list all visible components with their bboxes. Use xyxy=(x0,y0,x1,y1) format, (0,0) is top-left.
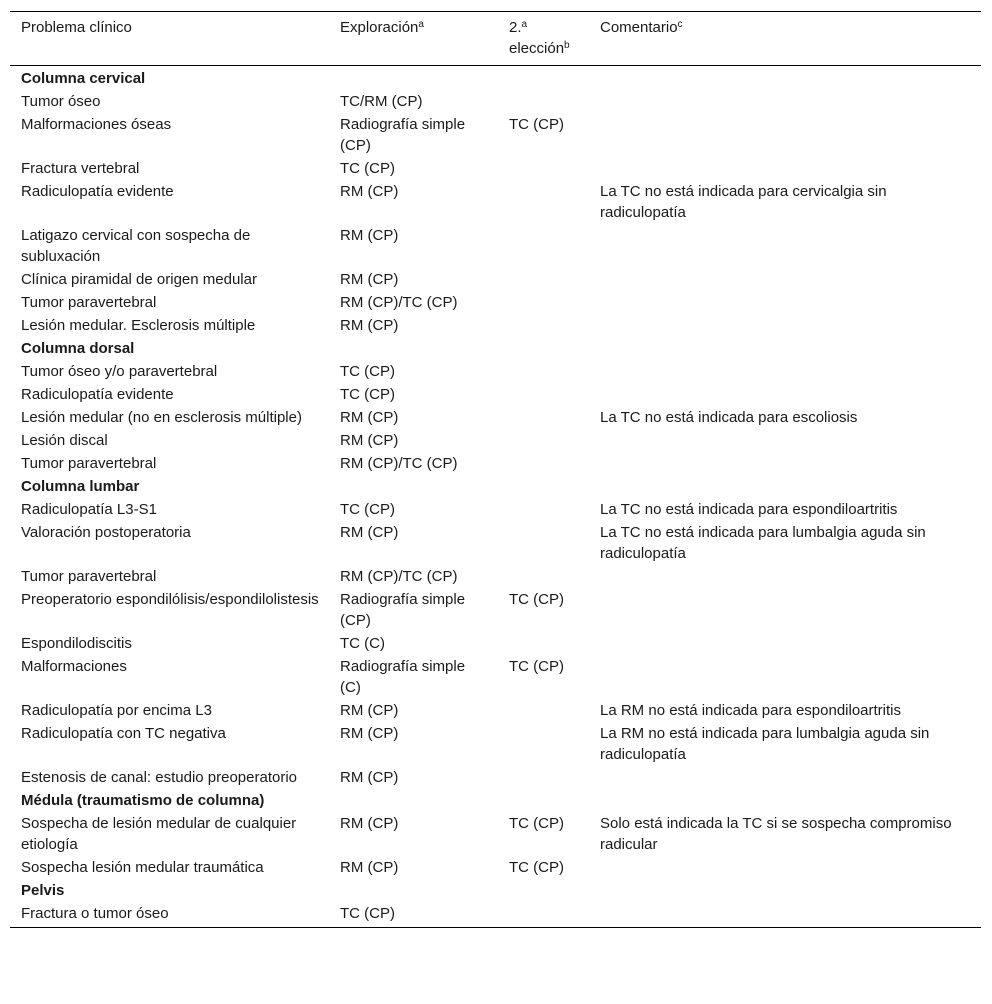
exam-cell: TC (CP) xyxy=(340,905,395,922)
comment-cell: La TC no está indicada para escoliosis xyxy=(600,409,858,426)
second-choice-cell xyxy=(498,90,589,113)
problem-cell: Estenosis de canal: estudio preoperatorio xyxy=(21,769,298,786)
table-row xyxy=(10,360,981,383)
problem-cell: Malformaciones xyxy=(21,658,127,675)
problem-cell: Clínica piramidal de origen medular xyxy=(21,271,257,288)
second-choice-cell xyxy=(498,268,589,291)
exam-cell: Radiografía simple (C) xyxy=(340,658,466,696)
imaging-indications-table xyxy=(10,11,981,928)
table-row xyxy=(10,113,981,157)
problem-cell: Tumor óseo xyxy=(21,93,101,110)
second-choice-cell xyxy=(498,157,589,180)
problem-cell: Radiculopatía con TC negativa xyxy=(21,725,226,742)
table-row xyxy=(10,722,981,766)
problem-cell: Tumor óseo y/o paravertebral xyxy=(21,363,218,380)
comment-cell xyxy=(589,588,981,632)
exam-cell: TC (CP) xyxy=(340,363,395,380)
problem-cell: Radiculopatía por encima L3 xyxy=(21,702,212,719)
problem-cell: Radiculopatía evidente xyxy=(21,386,174,403)
comment-cell xyxy=(589,268,981,291)
section-row xyxy=(10,475,981,498)
problem-cell: Radiculopatía evidente xyxy=(21,183,174,200)
table-row xyxy=(10,90,981,113)
comment-cell xyxy=(589,429,981,452)
comment-cell xyxy=(589,314,981,337)
exam-cell: Radiografía simple (CP) xyxy=(340,591,466,629)
exam-cell: RM (CP) xyxy=(340,183,399,200)
exam-cell: RM (CP) xyxy=(340,702,399,719)
table-row xyxy=(10,498,981,521)
exam-cell: TC (CP) xyxy=(340,386,395,403)
second-choice-cell xyxy=(498,766,589,789)
section-title: Columna lumbar xyxy=(21,478,140,495)
comment-cell xyxy=(589,902,981,928)
problem-cell: Valoración postoperatoria xyxy=(21,524,191,541)
second-choice-cell xyxy=(498,452,589,475)
exam-cell: TC (CP) xyxy=(340,160,395,177)
problem-cell: Fractura o tumor óseo xyxy=(21,905,169,922)
comment-cell xyxy=(589,157,981,180)
exam-cell: RM (CP)/TC (CP) xyxy=(340,568,458,585)
exam-cell: TC/RM (CP) xyxy=(340,93,423,110)
exam-cell: RM (CP) xyxy=(340,769,399,786)
table-row xyxy=(10,588,981,632)
table-row xyxy=(10,291,981,314)
second-choice-cell: TC (CP) xyxy=(509,658,564,675)
problem-cell: Tumor paravertebral xyxy=(21,294,157,311)
comment-cell: Solo está indicada la TC si se sospecha compromiso radicular xyxy=(600,815,952,853)
second-choice-cell xyxy=(498,360,589,383)
section-row xyxy=(10,337,981,360)
table-row xyxy=(10,812,981,856)
second-choice-cell xyxy=(498,429,589,452)
table-row xyxy=(10,565,981,588)
exam-cell: RM (CP)/TC (CP) xyxy=(340,294,458,311)
section-title: Columna dorsal xyxy=(21,340,135,357)
second-choice-cell: TC (CP) xyxy=(509,859,564,876)
header-comment: Comentario$^c$ xyxy=(600,19,683,36)
comment-cell xyxy=(589,655,981,699)
second-choice-cell xyxy=(498,406,589,429)
table-row xyxy=(10,521,981,565)
section-title: Pelvis xyxy=(21,882,65,899)
problem-cell: Lesión medular (no en esclerosis múltiple) xyxy=(21,409,302,426)
comment-cell xyxy=(589,113,981,157)
exam-cell: RM (CP) xyxy=(340,725,399,742)
table-row xyxy=(10,766,981,789)
exam-cell: RM (CP)/TC (CP) xyxy=(340,455,458,472)
comment-cell: La TC no está indicada para lumbalgia aguda sin radiculopatía xyxy=(600,524,926,562)
table-header-row xyxy=(10,12,981,66)
second-choice-cell xyxy=(498,902,589,928)
comment-cell xyxy=(589,224,981,268)
exam-cell: RM (CP) xyxy=(340,524,399,541)
problem-cell: Tumor paravertebral xyxy=(21,568,157,585)
table-row xyxy=(10,699,981,722)
second-choice-cell xyxy=(498,632,589,655)
table-body xyxy=(10,66,981,928)
exam-cell: TC (CP) xyxy=(340,501,395,518)
problem-cell: Tumor paravertebral xyxy=(21,455,157,472)
second-choice-cell xyxy=(498,498,589,521)
section-row xyxy=(10,66,981,91)
second-choice-cell xyxy=(498,565,589,588)
exam-cell: TC (C) xyxy=(340,635,385,652)
comment-cell: La TC no está indicada para cervicalgia sin radiculopatía xyxy=(600,183,887,221)
problem-cell: Espondilodiscitis xyxy=(21,635,132,652)
second-choice-cell: TC (CP) xyxy=(509,116,564,133)
problem-cell: Preoperatorio espondilólisis/espondilolistesis xyxy=(21,591,319,608)
table-row xyxy=(10,314,981,337)
table-row xyxy=(10,452,981,475)
problem-cell: Sospecha lesión medular traumática xyxy=(21,859,264,876)
second-choice-cell xyxy=(498,383,589,406)
table-row xyxy=(10,157,981,180)
comment-cell xyxy=(589,383,981,406)
table-row xyxy=(10,902,981,928)
comment-cell xyxy=(589,90,981,113)
section-title: Columna cervical xyxy=(21,70,146,87)
second-choice-cell xyxy=(498,224,589,268)
table-row xyxy=(10,180,981,224)
comment-cell xyxy=(589,360,981,383)
comment-cell xyxy=(589,766,981,789)
second-choice-cell xyxy=(498,722,589,766)
comment-cell: La RM no está indicada para espondiloartritis xyxy=(600,702,902,719)
header-problem: Problema clínico xyxy=(21,19,132,36)
exam-cell: RM (CP) xyxy=(340,859,399,876)
table-row xyxy=(10,268,981,291)
comment-cell xyxy=(589,565,981,588)
second-choice-cell xyxy=(498,180,589,224)
exam-cell: RM (CP) xyxy=(340,271,399,288)
table-row xyxy=(10,406,981,429)
table-row xyxy=(10,383,981,406)
problem-cell: Sospecha de lesión medular de cualquier etiología xyxy=(21,815,297,853)
comment-cell: La TC no está indicada para espondiloartritis xyxy=(600,501,898,518)
second-choice-cell xyxy=(498,521,589,565)
second-choice-cell: TC (CP) xyxy=(509,591,564,608)
comment-cell xyxy=(589,856,981,879)
comment-cell xyxy=(589,291,981,314)
exam-cell: RM (CP) xyxy=(340,409,399,426)
second-choice-cell xyxy=(498,314,589,337)
section-row xyxy=(10,879,981,902)
exam-cell: RM (CP) xyxy=(340,227,399,244)
exam-cell: RM (CP) xyxy=(340,815,399,832)
exam-cell: Radiografía simple (CP) xyxy=(340,116,466,154)
comment-cell xyxy=(589,632,981,655)
section-row xyxy=(10,789,981,812)
problem-cell: Latigazo cervical con sospecha de subluxación xyxy=(21,227,251,265)
exam-cell: RM (CP) xyxy=(340,432,399,449)
problem-cell: Lesión discal xyxy=(21,432,108,449)
table-row xyxy=(10,632,981,655)
problem-cell: Malformaciones óseas xyxy=(21,116,172,133)
header-exam: Exploración$^a$ xyxy=(340,19,424,36)
problem-cell: Lesión medular. Esclerosis múltiple xyxy=(21,317,256,334)
exam-cell: RM (CP) xyxy=(340,317,399,334)
comment-cell: La RM no está indicada para lumbalgia aguda sin radiculopatía xyxy=(600,725,930,763)
problem-cell: Radiculopatía L3-S1 xyxy=(21,501,157,518)
second-choice-cell xyxy=(498,291,589,314)
second-choice-cell xyxy=(498,699,589,722)
comment-cell xyxy=(589,452,981,475)
table-row xyxy=(10,856,981,879)
table-row xyxy=(10,429,981,452)
table-row xyxy=(10,655,981,699)
problem-cell: Fractura vertebral xyxy=(21,160,140,177)
table-row xyxy=(10,224,981,268)
section-title: Médula (traumatismo de columna) xyxy=(21,792,265,809)
header-second-choice: 2.$^a$ elección$^b$ xyxy=(509,19,570,57)
second-choice-cell: TC (CP) xyxy=(509,815,564,832)
